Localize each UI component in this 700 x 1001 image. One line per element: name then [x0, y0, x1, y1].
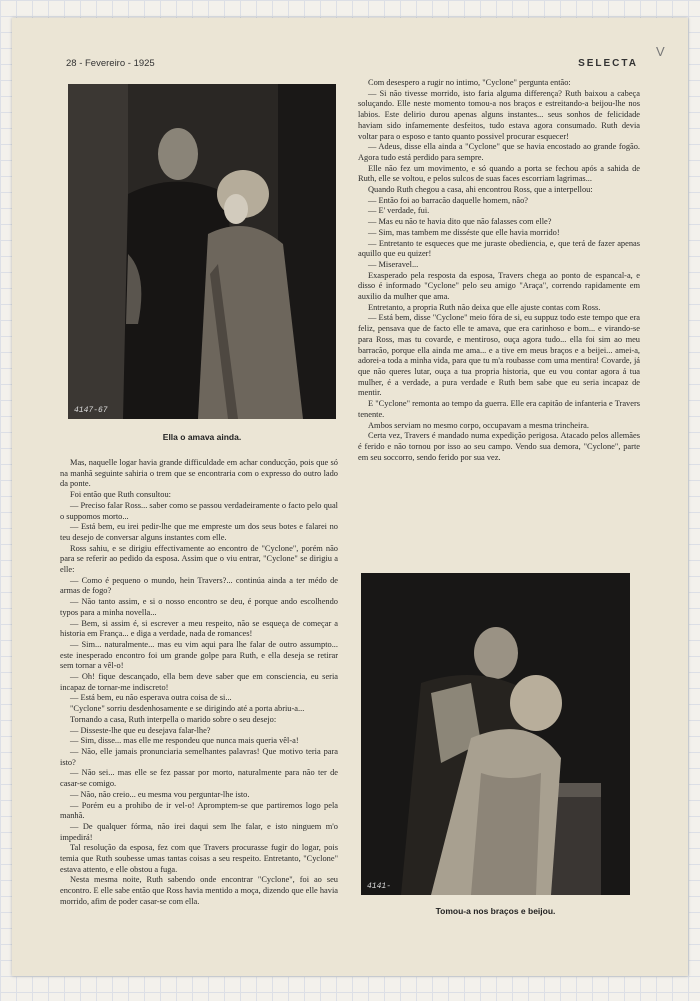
film-still-photo-1 [68, 84, 336, 419]
paragraph: Com desespero a rugir no intimo, "Cyclone" pergunta então: [368, 78, 571, 87]
paragraph: — Miseravel... [368, 259, 419, 269]
paragraph: — Mas eu não te havia dito que não falasses com elle? [368, 217, 552, 227]
paragraph: — Porém eu a prohibo de ir vel-o! Apromptem-se que partiremos logo pela manhã. [60, 800, 338, 821]
paragraph: E "Cyclone" remonta ao tempo da guerra. Elle era capitão de infanteria e Travers tenente. [358, 399, 640, 419]
paragraph: — Si não tivesse morrido, isto faria alguma differença? Ruth baixou a cabeça soluçando. Elle neste momento tomou-a nos braços e estreitando-a beijou-lhe nos labios. Este delirio durou apenas alguns instantes... seus sonhos de felicidade haviam sido infamemente desfeitos, tudo estava agora consumado. Ruth devia voltar para o esposo e tanto quanto possivel procurar esquecer! [358, 88, 640, 141]
paragraph: — Sim... naturalmente... mas eu vim aqui para lhe falar de outro assumpto... este inesperado encontro foi um grande golpe para Ruth, e ella deseja se retirar sem tornar a vêl-o! [60, 639, 338, 671]
paragraph: — Não sei... mas elle se fez passar por morto, naturalmente para não ter de casar-se comigo. [60, 768, 338, 789]
page-header [66, 58, 638, 72]
paragraph: — Disseste-lhe que eu desejava falar-lhe? [70, 725, 211, 735]
photo-1-negative-code: 4147-67 [74, 406, 108, 415]
paragraph: — Está bem, eu não esperava outra coisa de si... [70, 693, 232, 703]
pencil-mark: V [656, 44, 665, 59]
paragraph: Certa vez, Travers é mandado numa expedição perigosa. Atacado pelos allemães é ferido e não tornou por isso ao seu campo. Vendo sua demora, "Cyclone", parte em seu soccorro, sendo ferido por sua vez. [358, 431, 640, 462]
paragraph: Entretanto, a propria Ruth não deixa que elle ajuste contas com Ross. [368, 302, 601, 312]
paragraph: Mas, naquelle logar havia grande difficuldade em achar conducção, pois que só na manhã seguinte sahiria o trem que se encontraria com o expresso do outro lado da ponte. [60, 458, 338, 489]
paragraph: — Adeus, disse ella ainda a "Cyclone" que se havia encostado ao grande fogão. Agora tudo está perdido para sempre. [358, 142, 640, 162]
paragraph: — Então foi ao barracão daquelle homem, não? [368, 195, 528, 205]
paragraph: Nesta mesma noite, Ruth sabendo onde encontrar "Cyclone", foi ao seu encontro. E elle sabe então que Ross havia mentido a moça, dizendo que elle havia morrido, afim de poder casar-se com ella. [60, 875, 338, 906]
paragraph: — Não, elle jamais pronunciaria semelhantes palavras! Que motivo teria para isto? [60, 746, 338, 767]
paragraph: — Está bem, eu irei pedir-lhe que me empreste um dos seus botes e falarei no teu desejo de conversar alguns instantes com elle. [60, 522, 338, 542]
paragraph: — Preciso falar Ross... saber como se passou verdadeiramente o facto pelo qual o suppomos morto... [60, 500, 338, 521]
paragraph: — E' verdade, fui. [368, 206, 430, 216]
paragraph: — De qualquer fórma, não irei daqui sem lhe falar, e isto ninguem m'o impedirá! [60, 821, 338, 842]
paragraph: — Entretanto te esqueces que me juraste obediencia, e, que terá de fazer apenas aquillo que eu quizer! [358, 238, 640, 259]
film-still-photo-2 [361, 573, 630, 895]
paragraph: Ross sahiu, e se dirigiu effectivamente ao encontro de "Cyclone", porém não para se referir ao pedido da esposa. Assim que o viu entrar, "Cyclone" se dirigiu a elle: [60, 543, 338, 575]
paragraph: Ambos serviam no mesmo corpo, occupavam a mesma trincheira. [368, 420, 589, 430]
paragraph: — Como é pequeno o mundo, hein Travers?... continúa ainda a ter médo de armas de fogo? [60, 575, 338, 596]
photo-1-image [68, 84, 336, 419]
paragraph: — Sim, disse... mas elle me respondeu que nunca mais queria vêl-a! [70, 736, 299, 746]
paragraph: — Não tanto assim, e si o nosso encontro se deu, é porque ando escolhendo typos para a minha novella... [60, 597, 338, 617]
paragraph: — Bem, si assim é, si escrever a meu respeito, não se esqueça de começar a historia em França... e diga a verdade, nada de romances! [60, 618, 338, 639]
photo-1-caption: Ella o amava ainda. [162, 432, 242, 442]
paragraph: "Cyclone" sorriu desdenhosamente e se dirigindo até a porta abriu-a... [70, 704, 305, 714]
photo-2-image [361, 573, 630, 895]
paragraph: Exasperado pela resposta da esposa, Travers chega ao ponto de espancal-a, e disso é informado "Cyclone" pelo seu amigo "Araça", correndo rapidamente em auxilio da mulher que ama. [358, 270, 640, 302]
paragraph: — Oh! fique descançado, ella bem deve saber que em consciencia, eu seria incapaz de tornar-me indiscreto! [60, 672, 338, 692]
magazine-title: SELECTA [578, 58, 638, 69]
paragraph: Elle não fez um movimento, e só quando a porta se fechou após a sahida de Ruth, elle se voltou, e pelos sulcos de suas faces escorriam lagrimas... [358, 163, 640, 184]
paragraph: — Sim, mas tambem me disséste que elle havia morrido! [368, 227, 560, 237]
paragraph: Tornando a casa, Ruth interpella o marido sobre o seu desejo: [70, 714, 277, 724]
paragraph: — Está bem, disse "Cyclone" meio fóra de si, eu suppuz todo este tempo que era feliz, pensava que de facto elle te amava, que era carinhoso e bom... e virando-se para Ross, mas tu covarde, e mentiroso, ouça agora tudo... ella foi sim ao meu barracão, porque ella ainda me ama... e a tive em meus braços e a beijei... amei-a, adorei-a toda a minha vida, para que tu m'a roubasse com uma mentira! Covarde, já que não queres lutar, ouça a tua propria historia, que eu vou contar agora á tua mulher, é a verdade, a pura verdade e Ruth bem sabe que eu seria incapaz de mentir. [358, 313, 640, 398]
paragraph: Tal resolução da esposa, fez com que Travers procurasse fugir do logar, pois temia que Ruth soubesse umas tantas coisas a seu respeito. Entretanto, "Cyclone" estava attento, e elle obstou a fuga. [60, 843, 338, 874]
issue-date: 28 - Fevereiro - 1925 [66, 58, 155, 69]
article-column-right [358, 78, 640, 463]
paragraph: — Não, não creio... eu mesma vou perguntar-lhe isto. [70, 789, 250, 799]
photo-2-caption: Tomou-a nos braços e beijou. [435, 906, 556, 916]
paragraph: Foi então que Ruth consultou: [70, 490, 171, 500]
paragraph: Quando Ruth chegou a casa, ahi encontrou Ross, que a interpellou: [368, 185, 593, 195]
photo-2-negative-code: 4141- [367, 882, 392, 891]
article-column-left [60, 458, 338, 908]
